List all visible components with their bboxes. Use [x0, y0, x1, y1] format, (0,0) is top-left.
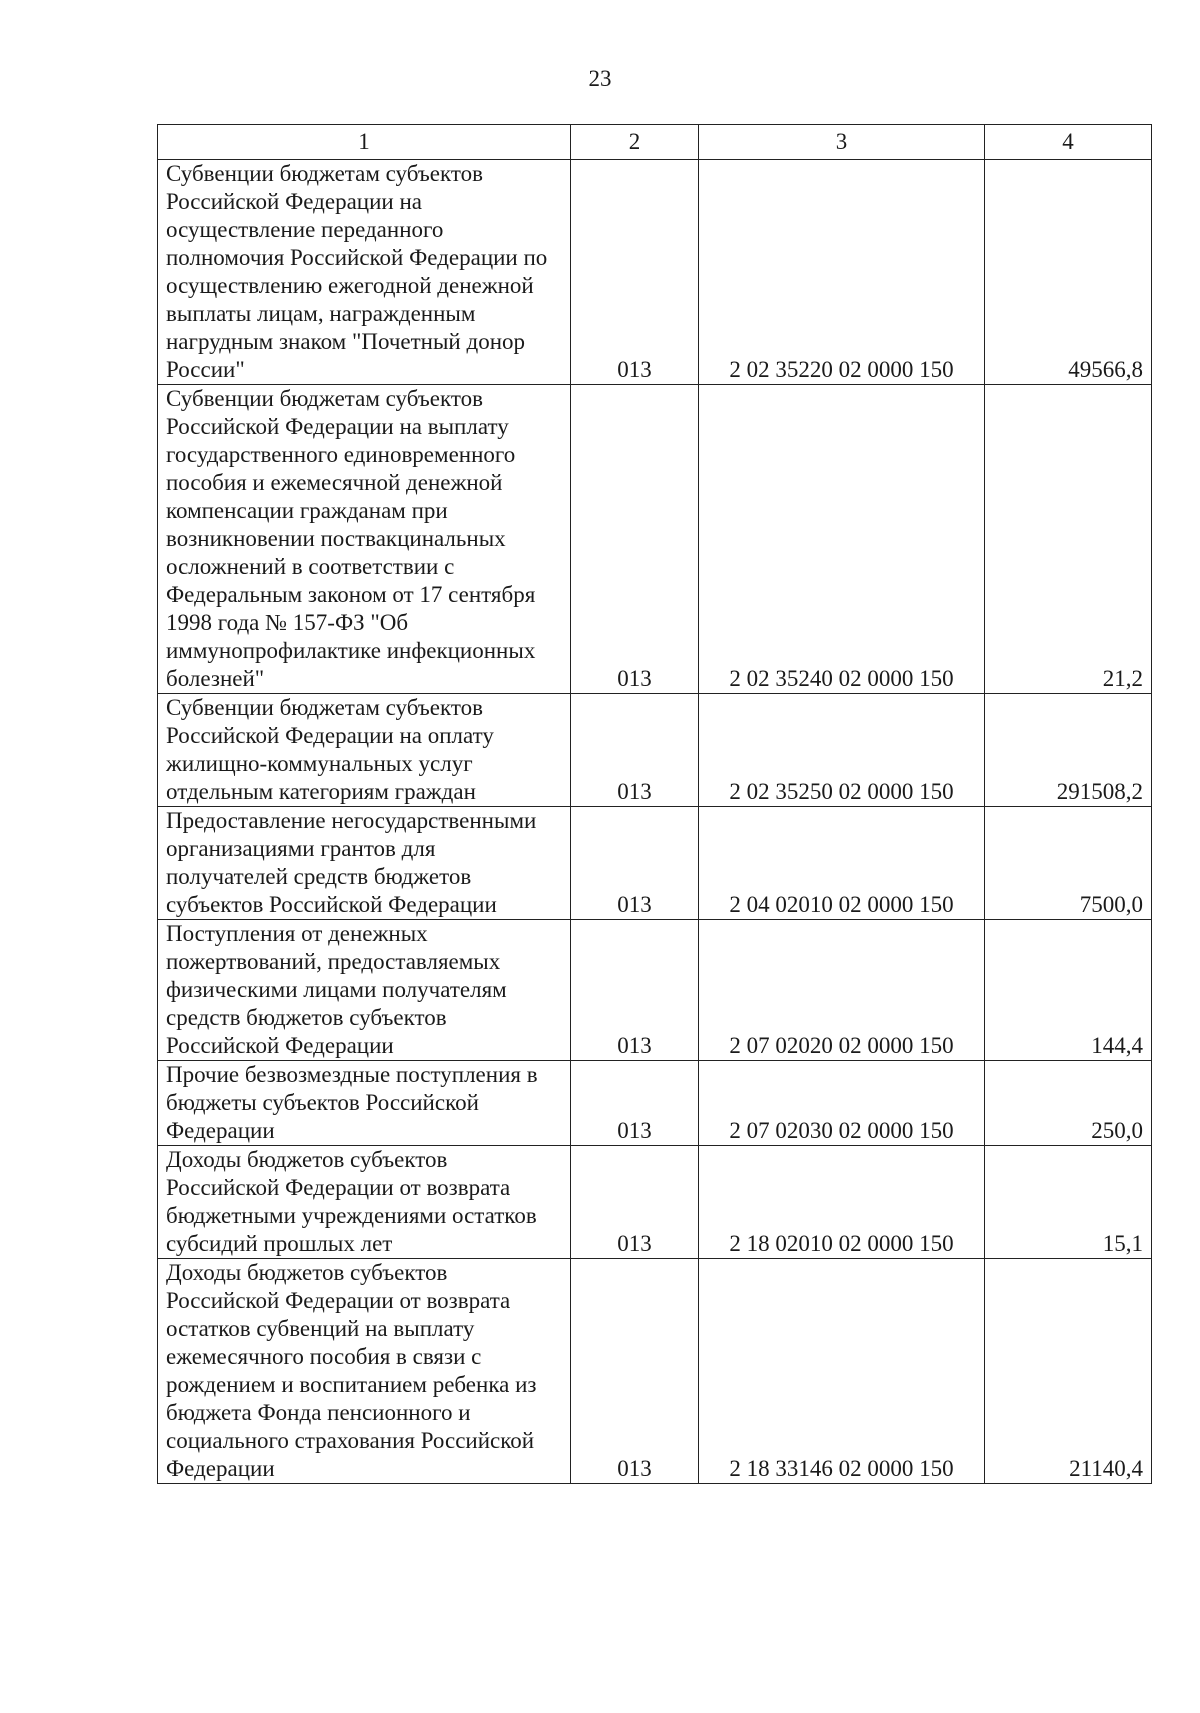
table-body: [158, 160, 1152, 1484]
income-description: Субвенции бюджетам субъектов Российской Федерации на осуществление переданного полномочия Российской Федерации по осуществлению ежегодной денежной выплаты лицам, награжденным нагрудным знаком "Почетный донор России": [158, 160, 571, 385]
column-header-1: 1: [158, 125, 571, 160]
budget-classification-code: 2 04 02010 02 0000 150: [699, 807, 985, 920]
budget-classification-code: 2 02 35240 02 0000 150: [699, 385, 985, 694]
column-header-4: 4: [985, 125, 1152, 160]
administrator-code: 013: [571, 160, 699, 385]
amount: 144,4: [985, 920, 1152, 1061]
income-description: Доходы бюджетов субъектов Российской Федерации от возврата остатков субвенций на выплату ежемесячного пособия в связи с рождением и воспитанием ребенка из бюджета Фонда пенсионного и социального страхования Российской Федерации: [158, 1259, 571, 1484]
budget-classification-code: 2 07 02020 02 0000 150: [699, 920, 985, 1061]
administrator-code: 013: [571, 1259, 699, 1484]
table-row: [158, 807, 1152, 920]
income-description: Предоставление негосударственными организациями грантов для получателей средств бюджетов субъектов Российской Федерации: [158, 807, 571, 920]
column-header-2: 2: [571, 125, 699, 160]
administrator-code: 013: [571, 920, 699, 1061]
income-description: Субвенции бюджетам субъектов Российской Федерации на выплату государственного единовременного пособия и ежемесячной денежной компенсации гражданам при возникновении поствакцинальных осложнений в соответствии с Федеральным законом от 17 сентября 1998 года № 157-ФЗ "Об иммунопрофилактике инфекционных болезней": [158, 385, 571, 694]
table-row: [158, 1259, 1152, 1484]
amount: 15,1: [985, 1146, 1152, 1259]
administrator-code: 013: [571, 1146, 699, 1259]
income-description: Прочие безвозмездные поступления в бюджеты субъектов Российской Федерации: [158, 1061, 571, 1146]
income-description: Поступления от денежных пожертвований, предоставляемых физическими лицами получателям средств бюджетов субъектов Российской Федерации: [158, 920, 571, 1061]
budget-classification-code: 2 07 02030 02 0000 150: [699, 1061, 985, 1146]
administrator-code: 013: [571, 694, 699, 807]
amount: 49566,8: [985, 160, 1152, 385]
budget-classification-code: 2 02 35250 02 0000 150: [699, 694, 985, 807]
table-row: [158, 1061, 1152, 1146]
administrator-code: 013: [571, 385, 699, 694]
amount: 250,0: [985, 1061, 1152, 1146]
administrator-code: 013: [571, 1061, 699, 1146]
table-row: [158, 1146, 1152, 1259]
table-row: [158, 920, 1152, 1061]
amount: 7500,0: [985, 807, 1152, 920]
income-description: Доходы бюджетов субъектов Российской Федерации от возврата бюджетными учреждениями остатков субсидий прошлых лет: [158, 1146, 571, 1259]
table-header: [158, 125, 1152, 160]
amount: 291508,2: [985, 694, 1152, 807]
budget-classification-code: 2 18 33146 02 0000 150: [699, 1259, 985, 1484]
column-header-3: 3: [699, 125, 985, 160]
header-row: [158, 125, 1152, 160]
income-description: Субвенции бюджетам субъектов Российской Федерации на оплату жилищно-коммунальных услуг отдельным категориям граждан: [158, 694, 571, 807]
amount: 21140,4: [985, 1259, 1152, 1484]
table-row: [158, 160, 1152, 385]
budget-revenue-table: [157, 124, 1152, 1484]
table-row: [158, 385, 1152, 694]
budget-classification-code: 2 18 02010 02 0000 150: [699, 1146, 985, 1259]
budget-classification-code: 2 02 35220 02 0000 150: [699, 160, 985, 385]
table-row: [158, 694, 1152, 807]
page-number: 23: [588, 66, 612, 91]
amount: 21,2: [985, 385, 1152, 694]
administrator-code: 013: [571, 807, 699, 920]
